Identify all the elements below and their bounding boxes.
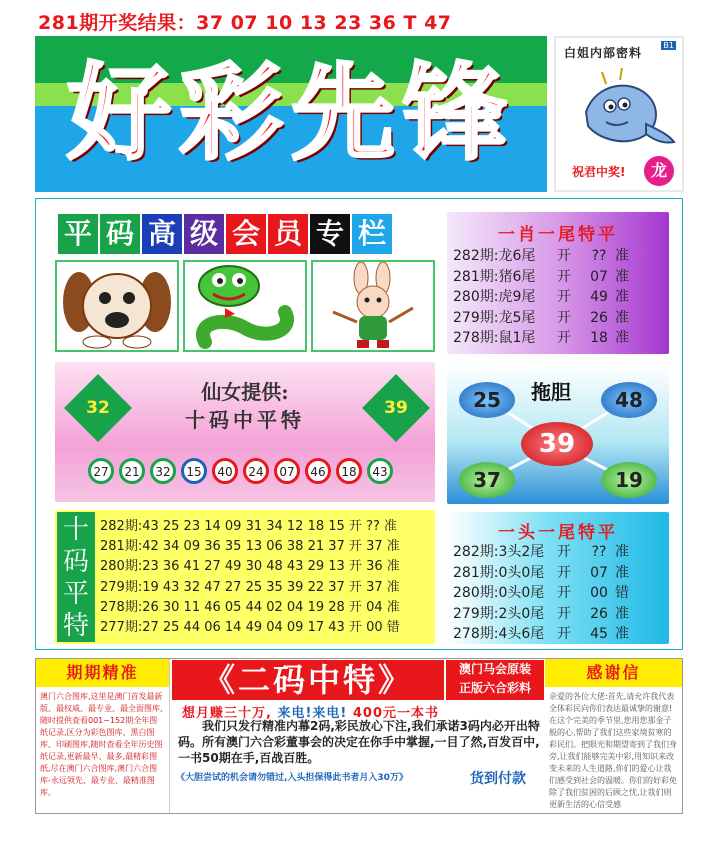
vertical-char: 特 [62, 611, 89, 641]
row-num: 07 [590, 564, 608, 581]
side-line-1: 澳门马会原装 [458, 662, 531, 676]
drag-num-top-left: 25 [459, 382, 515, 418]
snake-image [183, 260, 307, 352]
row-res: 准 [615, 330, 629, 346]
animal-images [55, 260, 435, 352]
row-res: 准 [615, 268, 629, 285]
row-num: 18 [590, 330, 608, 346]
row-issue: 280期:0头0尾 [453, 585, 545, 601]
two-code-body: 我们只发行精准内幕2码,彩民放心下注,我们承诺3码内必开出特码。所有澳门六合彩董事会的决定在你手中掌握,一目了然,百发百中,一书50期在手,百战百胜。 [178, 719, 540, 765]
number-ball: 46 [305, 458, 331, 484]
row-kai: 开 [557, 330, 571, 346]
ten-code-balls [88, 458, 393, 484]
row-kai: 开 [557, 289, 571, 305]
row-kai: 开 [557, 248, 571, 264]
title-banner [35, 36, 547, 192]
drag-num-bottom-left: 37 [459, 462, 515, 498]
number-ball: 43 [367, 458, 393, 484]
vertical-char: 平 [62, 579, 89, 609]
banner-title: 好彩先锋 [66, 51, 515, 174]
fairy-line-1: 仙女提供: [201, 380, 289, 404]
vip-char: 会 [226, 214, 266, 254]
vertical-char: 十 [62, 515, 89, 545]
one-zodiac-tail-title: 一肖一尾特平 [498, 225, 618, 245]
number-ball: 15 [181, 458, 207, 484]
ten-code-list [100, 517, 400, 638]
draw-result-line: 281期开奖结果：37 07 10 13 23 36 T 47 [38, 12, 452, 34]
row-kai: 开 [557, 268, 571, 285]
vip-char: 级 [184, 214, 224, 254]
cash-on-delivery: 货到付款 [470, 771, 526, 787]
row-num: 26 [590, 309, 608, 326]
vertical-char: 码 [62, 547, 89, 577]
row-issue: 280期:虎9尾 [453, 289, 536, 305]
foot-line: 《大胆尝试的机会请勿错过,入头担保得此书者月入30万》 [176, 773, 408, 783]
row-res: 准 [615, 626, 629, 642]
row-kai: 开 [557, 309, 571, 326]
row-kai: 开 [557, 564, 571, 581]
list-item: 278期:26 30 11 46 05 44 02 04 19 28 开 04 准 [100, 599, 400, 615]
list-item [453, 563, 635, 584]
vip-char: 码 [100, 214, 140, 254]
number-ball: 27 [88, 458, 114, 484]
zodiac-badge: 龙 [644, 156, 674, 186]
row-issue: 282期:3头2尾 [453, 544, 545, 560]
row-kai: 开 [557, 585, 571, 601]
side-card-title: 白姐内部密料 [564, 46, 643, 60]
list-item [453, 287, 635, 308]
row-res: 准 [615, 289, 629, 305]
drag-panel [447, 364, 669, 504]
ten-code-vertical-label [57, 512, 95, 642]
left-diamond-number: 32 [86, 398, 110, 418]
vip-char: 员 [268, 214, 308, 254]
list-item: 281期:42 34 09 36 35 13 06 38 21 37 开 37 准 [100, 539, 400, 555]
row-res: 错 [615, 585, 629, 601]
vip-char: 平 [58, 214, 98, 254]
side-card [554, 36, 684, 192]
dog-image [55, 260, 179, 352]
list-item: 282期:43 25 23 14 09 31 34 12 18 15 开 ?? 准 [100, 519, 398, 534]
one-head-tail-panel [447, 512, 669, 644]
one-zodiac-tail-panel [447, 212, 669, 354]
row-issue: 281期:猪6尾 [453, 268, 536, 285]
list-item [453, 308, 635, 329]
vip-column-heading [58, 214, 392, 254]
list-item [453, 604, 635, 625]
row-issue: 282期:龙6尾 [453, 248, 536, 264]
number-ball: 24 [243, 458, 269, 484]
one-head-tail-title: 一头一尾特平 [498, 523, 618, 543]
number-ball: 18 [336, 458, 362, 484]
bottom-left-heading: 期期精准 [36, 659, 169, 687]
vip-char: 专 [310, 214, 350, 254]
list-item: 279期:19 43 32 47 27 25 35 39 22 37 开 37 准 [100, 579, 400, 595]
row-issue: 278期:4头6尾 [453, 626, 545, 642]
row-kai: 开 [557, 626, 571, 642]
side-line-2: 正版六合彩料 [458, 681, 531, 695]
bottom-right-box [545, 659, 682, 813]
row-issue: 281期:0头0尾 [453, 564, 545, 581]
bottom-right-heading: 感谢信 [545, 659, 682, 687]
one-head-tail-list [453, 542, 635, 645]
row-issue: 279期:龙5尾 [453, 309, 536, 326]
slogan-c: 400元一本书 [352, 706, 440, 721]
drag-num-bottom-right: 19 [601, 462, 657, 498]
number-ball: 40 [212, 458, 238, 484]
side-card-tag: B1 [663, 41, 674, 50]
fairy-text [130, 378, 360, 434]
drag-num-center: 39 [521, 422, 593, 466]
rabbit-image [311, 260, 435, 352]
row-num: ?? [591, 248, 607, 264]
vip-char: 高 [142, 214, 182, 254]
row-issue: 279期:2头0尾 [453, 605, 545, 622]
row-res: 准 [615, 605, 629, 622]
two-code-banner: 《二码中特》 [172, 660, 444, 700]
slogan-a: 想月赚三十万, [182, 706, 272, 721]
row-num: 45 [590, 626, 608, 642]
list-item: 280期:23 36 41 27 49 30 48 43 29 13 开 36 准 [100, 559, 400, 575]
number-ball: 21 [119, 458, 145, 484]
bottom-right-text: 亲爱的各位大佬:首先,请允许我代表全体彩民向你们表达最诚挚的谢意!在这个完美的季节里,您用您那金子般的心,帮助了我们这些家境贫寒的彩民们。把眼光和期望寄到了我们身旁,让我们能够完美中彩,用知识来改变未来的人生道路,你们的爱心让我们感受到社会的温暖。你们的好彩免除了我们贫困的后顾之忧,让我们则更新生活的心信受感 [549, 692, 677, 809]
list-item [453, 542, 635, 563]
bottom-left-text: 澳门六合图库,这里是澳门首发最新版、最权威、最专业、最全面图库,随时提供查看001~152期全年图纸记录,区分为彩色图库、黑白图库、印刷图库,随时查看全年历史图纸记录,更新最早、最多,最精彩图纸,尽在澳门六合图库,澳门六合图库-永远领先、最专业、最精准图库。 [40, 692, 163, 797]
row-num: 49 [590, 289, 608, 305]
drag-title: 拖胆 [531, 380, 571, 404]
number-ball: 07 [274, 458, 300, 484]
row-kai: 开 [557, 605, 571, 622]
row-num: 07 [590, 268, 608, 285]
list-item [453, 328, 635, 349]
one-zodiac-tail-list [453, 246, 635, 349]
slogan-b: 来电!来电! [277, 706, 348, 721]
row-issue: 278期:鼠1尾 [453, 330, 536, 346]
row-res: 准 [615, 544, 629, 560]
list-item: 277期:27 25 44 06 14 49 04 09 17 43 开 00 错 [100, 620, 400, 636]
two-code-side [446, 660, 544, 700]
row-num: 00 [590, 585, 608, 601]
list-item [453, 583, 635, 604]
vip-char: 栏 [352, 214, 392, 254]
number-ball: 32 [150, 458, 176, 484]
row-num: 26 [590, 605, 608, 622]
row-res: 准 [615, 248, 629, 264]
drag-num-top-right: 48 [601, 382, 657, 418]
fairy-line-2: 十码中平特 [185, 408, 305, 432]
row-res: 准 [615, 309, 629, 326]
row-res: 准 [615, 564, 629, 581]
fish-mascot-icon [576, 64, 676, 158]
list-item [453, 267, 635, 288]
side-card-wish: 祝君中奖! [572, 165, 626, 179]
list-item [453, 624, 635, 645]
right-diamond-number: 39 [384, 398, 408, 418]
bottom-left-box [36, 659, 170, 813]
list-item [453, 246, 635, 267]
row-kai: 开 [557, 544, 571, 560]
row-num: ?? [591, 544, 607, 560]
